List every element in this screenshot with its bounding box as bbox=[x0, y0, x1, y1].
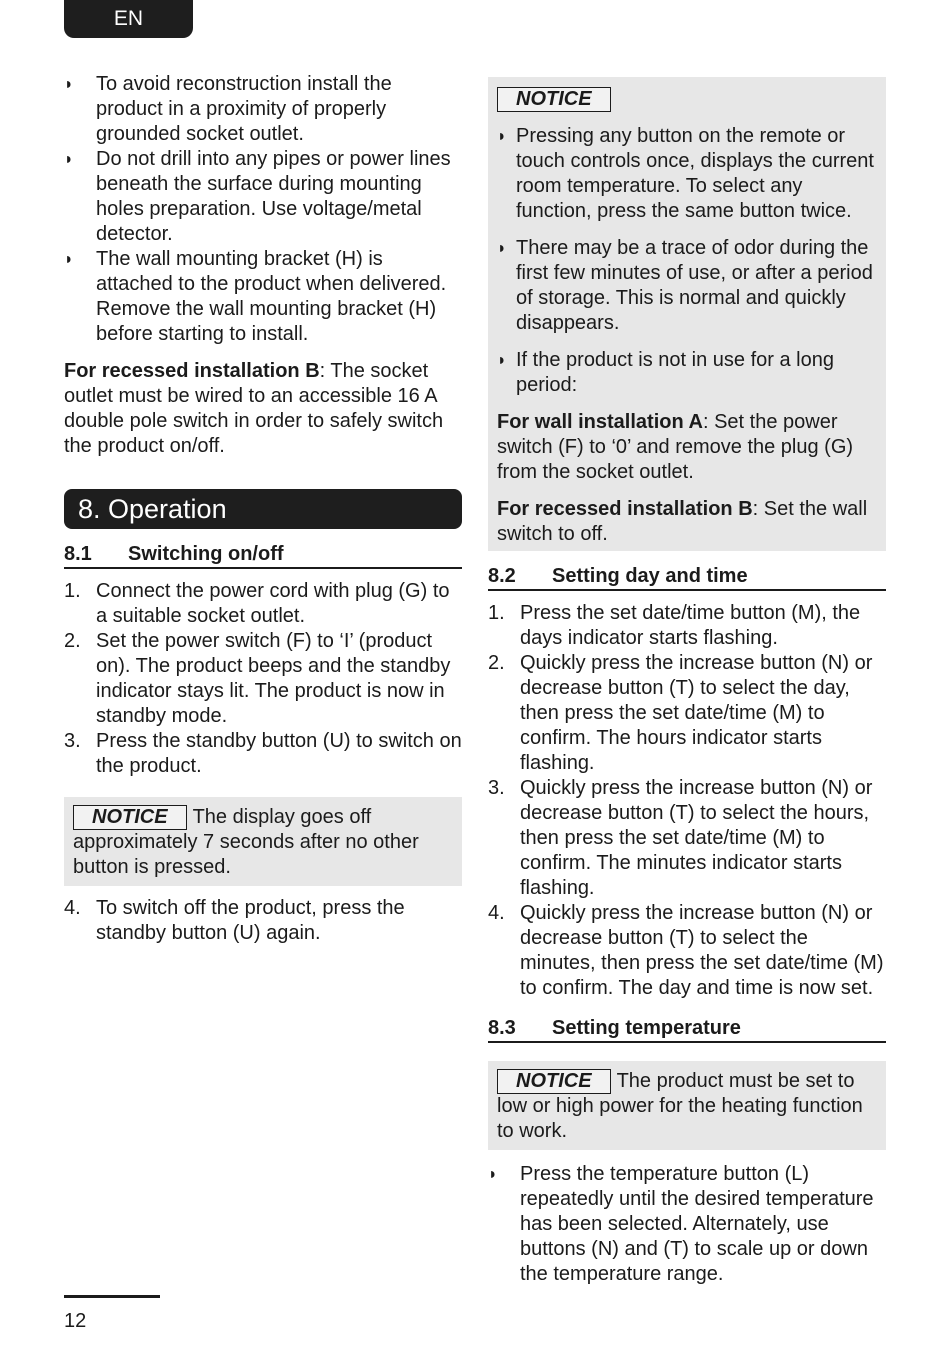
bullet-text: If the product is not in use for a long period: bbox=[516, 349, 834, 396]
list-item bbox=[64, 629, 462, 729]
step-number: 1. bbox=[64, 580, 81, 602]
recessed-text: : Set the wall switch to off. bbox=[497, 498, 868, 545]
notice-tag: NOTICE bbox=[497, 87, 611, 112]
subsection-title: Setting temperature bbox=[552, 1017, 741, 1039]
page-number: 12 bbox=[64, 1310, 87, 1332]
step-text: Set the power switch (F) to ‘I’ (product on). The product beeps and the standby indicator stays lit. The product is now in standby mode. bbox=[96, 630, 451, 727]
list-item bbox=[488, 601, 886, 651]
step-number: 3. bbox=[488, 777, 505, 799]
bullet-icon: ◗ bbox=[64, 251, 74, 268]
step-text: Press the standby button (U) to switch on the product. bbox=[96, 730, 462, 777]
language-tab: EN bbox=[64, 0, 193, 38]
wall-installation-paragraph bbox=[497, 410, 877, 485]
subsection-number: 8.3 bbox=[488, 1017, 516, 1039]
footer-rule bbox=[64, 1295, 160, 1298]
list-item bbox=[64, 72, 462, 147]
step-text: Press the set date/time button (M), the days indicator starts flashing. bbox=[520, 602, 861, 649]
recessed-text: : The socket outlet must be wired to an accessible 16 A double pole switch in order to safely switch the product on/off. bbox=[64, 360, 444, 457]
notice-tag: NOTICE bbox=[73, 805, 187, 830]
notice-text: The product must be set to low or high power for the heating function to work. bbox=[497, 1070, 863, 1142]
notice-paragraph bbox=[497, 1069, 877, 1144]
steps-list bbox=[488, 601, 886, 1001]
notice-box bbox=[488, 1061, 886, 1150]
step-text: Connect the power cord with plug (G) to a suitable socket outlet. bbox=[96, 580, 450, 627]
step-number: 3. bbox=[64, 730, 81, 752]
list-item bbox=[488, 651, 886, 776]
right-column bbox=[488, 77, 886, 1287]
subsection-number: 8.2 bbox=[488, 565, 516, 587]
subsection-heading bbox=[64, 541, 462, 569]
step-text: To switch off the product, press the standby button (U) again. bbox=[96, 897, 405, 944]
list-item bbox=[497, 124, 877, 224]
subsection-heading bbox=[488, 1015, 886, 1043]
list-item bbox=[488, 776, 886, 901]
subsection-title: Setting day and time bbox=[552, 565, 748, 587]
subsection-heading bbox=[488, 563, 886, 591]
steps-list bbox=[64, 579, 462, 779]
recessed-label: For recessed installation B bbox=[64, 360, 320, 382]
list-item bbox=[497, 236, 877, 336]
step-number: 4. bbox=[488, 902, 505, 924]
step-number: 2. bbox=[488, 652, 505, 674]
recessed-installation-paragraph bbox=[64, 359, 462, 459]
list-item bbox=[497, 348, 877, 398]
notice-box bbox=[64, 797, 462, 886]
wall-label: For wall installation A bbox=[497, 411, 703, 433]
step-text: Quickly press the increase button (N) or decrease button (T) to select the day, then press the set date/time (M) to confirm. The hours indicator starts flashing. bbox=[520, 652, 873, 774]
step-number: 1. bbox=[488, 602, 505, 624]
bullet-icon: ◗ bbox=[497, 128, 507, 145]
bullet-icon: ◗ bbox=[64, 151, 74, 168]
list-item bbox=[64, 579, 462, 629]
subsection-number: 8.1 bbox=[64, 543, 92, 565]
bullet-icon: ◗ bbox=[497, 240, 507, 257]
subsection-title: Switching on/off bbox=[128, 543, 284, 565]
notice-paragraph bbox=[73, 805, 453, 880]
bullet-text: Do not drill into any pipes or power lines beneath the surface during mounting holes preparation. Use voltage/metal detector. bbox=[96, 148, 451, 245]
list-item bbox=[64, 896, 462, 946]
bullet-text: To avoid reconstruction install the product in a proximity of properly grounded socket outlet. bbox=[96, 73, 392, 145]
recessed-label: For recessed installation B bbox=[497, 498, 753, 520]
wall-text: : Set the power switch (F) to ‘0’ and remove the plug (G) from the socket outlet. bbox=[497, 411, 854, 483]
notice-text: The display goes off approximately 7 seconds after no other button is pressed. bbox=[73, 806, 419, 878]
notice-box bbox=[488, 77, 886, 551]
bullet-text: The wall mounting bracket (H) is attached to the product when delivered. Remove the wall mounting bracket (H) before starting to install. bbox=[96, 248, 447, 345]
bullet-text: Pressing any button on the remote or touch controls once, displays the current room temperature. To select any function, press the same button twice. bbox=[516, 125, 874, 222]
bullet-icon: ◗ bbox=[497, 352, 507, 369]
bullet-text: There may be a trace of odor during the first few minutes of use, or after a period of storage. This is normal and quickly disappears. bbox=[516, 237, 873, 334]
bullet-icon: ◗ bbox=[64, 76, 74, 93]
left-column bbox=[64, 72, 462, 946]
bullet-text: Press the temperature button (L) repeatedly until the desired temperature has been selected. Alternately, use buttons (N) and (T) to scale up or down the temperature range. bbox=[520, 1163, 874, 1285]
recessed-installation-paragraph bbox=[497, 497, 877, 547]
section-title: 8. Operation bbox=[64, 489, 462, 529]
list-item bbox=[488, 1162, 886, 1287]
list-item bbox=[64, 247, 462, 347]
list-item bbox=[488, 901, 886, 1001]
step-text: Quickly press the increase button (N) or decrease button (T) to select the minutes, then press the set date/time (M) to confirm. The day and time is now set. bbox=[520, 902, 884, 999]
step-number: 4. bbox=[64, 897, 81, 919]
step-text: Quickly press the increase button (N) or decrease button (T) to select the hours, then press the set date/time (M) to confirm. The minutes indicator starts flashing. bbox=[520, 777, 873, 899]
notice-tag: NOTICE bbox=[497, 1069, 611, 1094]
step-number: 2. bbox=[64, 630, 81, 652]
list-item bbox=[64, 147, 462, 247]
list-item bbox=[64, 729, 462, 779]
bullet-icon: ◗ bbox=[488, 1166, 498, 1183]
